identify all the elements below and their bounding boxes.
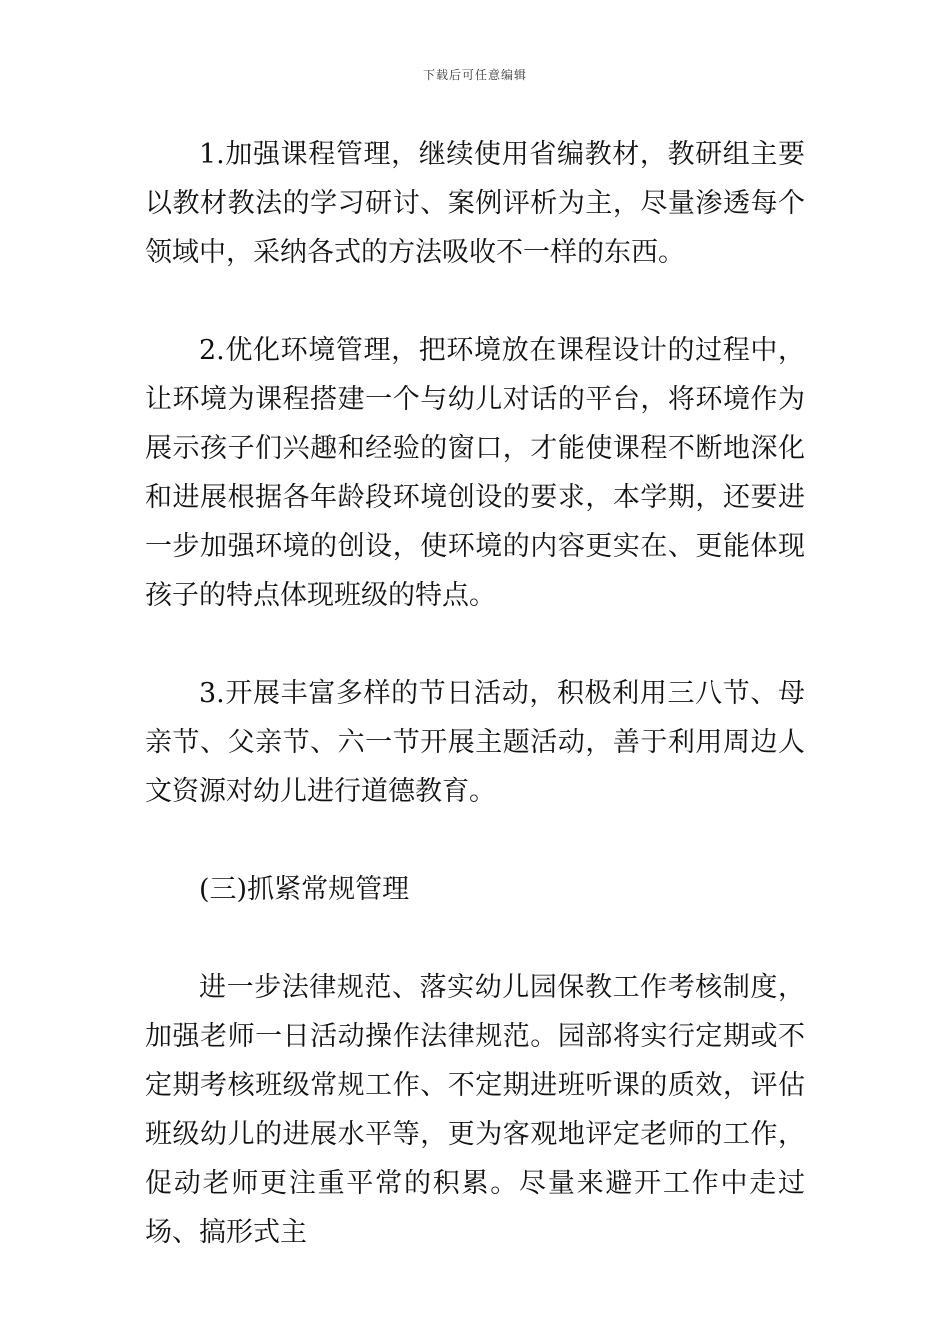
paragraph-curriculum-management: 1.加强课程管理，继续使用省编教材，教研组主要以教材教法的学习研讨、案例评析为主，尽量渗透每个领域中，采纳各式的方法吸收不一样的东西。 xyxy=(145,139,805,268)
page-header: 下载后可任意编辑 xyxy=(422,68,527,82)
paragraph-festival-activities: 3.开展丰富多样的节日活动，积极利用三八节、母亲节、父亲节、六一节开展主题活动，善于利用周边人文资源对幼儿进行道德教育。 xyxy=(145,678,805,807)
paragraph-environment-management: 2.优化环境管理，把环境放在课程设计的过程中，让环境为课程搭建一个与幼儿对话的平台，将环境作为展示孩子们兴趣和经验的窗口，才能使课程不断地深化和进展根据各年龄段环境创设的要求，本学期，还要进一步加强环境的创设，使环境的内容更实在、更能体现孩子的特点体现班级的特点。 xyxy=(145,335,805,611)
paragraph-gap xyxy=(145,816,805,865)
section-heading-routine-management: (三)抓紧常规管理 xyxy=(199,874,410,905)
paragraph-routine-assessment: 进一步法律规范、落实幼儿园保教工作考核制度，加强老师一日活动操作法律规范。园部将实行定期或不定期考核班级常规工作、不定期进班听课的质效，评估班级幼儿的进展水平等，更为客观地评定老师的工作，促动老师更注重平常的积累。尽量来避开工作中走过场、搞形式主 xyxy=(145,972,805,1248)
paragraph-gap xyxy=(145,914,805,963)
paragraph-gap xyxy=(145,277,805,326)
paragraph-gap xyxy=(145,620,805,669)
document-body xyxy=(145,130,805,1257)
